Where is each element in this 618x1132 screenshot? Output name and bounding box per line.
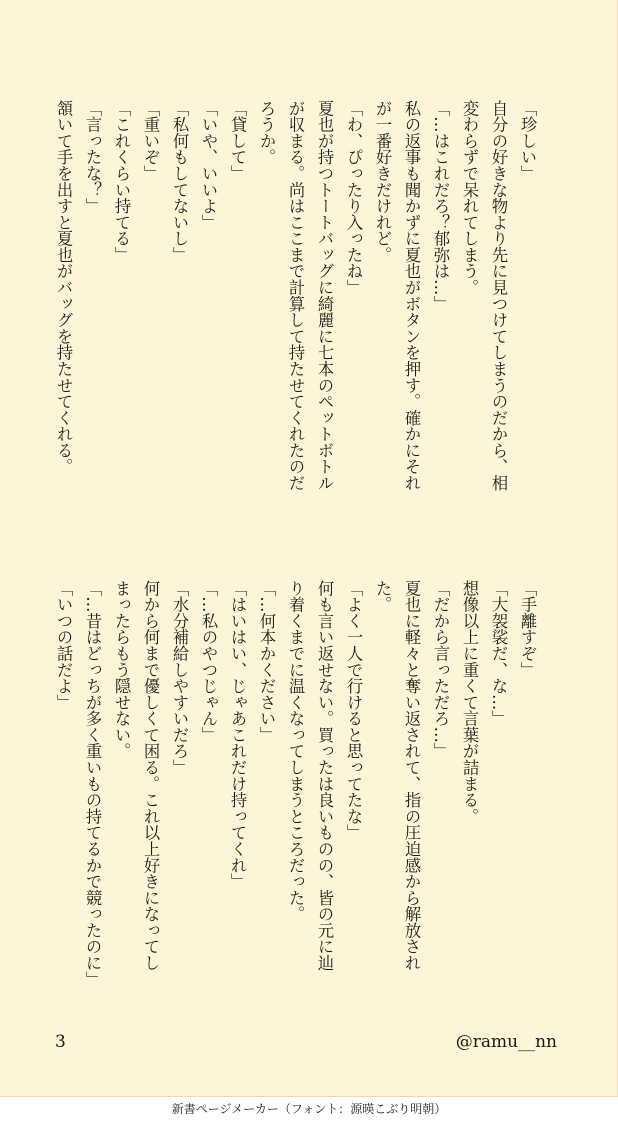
- text-line: 「よく一人で行けると思ってたな」: [344, 580, 363, 841]
- text-line: 私の返事も聞かずに夏也がボタンを押す。確かにそれ: [402, 100, 421, 491]
- text-line: 頷いて手を出すと夏也がバッグを持たせてくれる。: [54, 100, 73, 475]
- text-line: 「水分補給しやすいだろ」: [170, 580, 189, 776]
- text-line: 「いつの話だよ」: [54, 580, 73, 711]
- text-line: た。: [373, 580, 392, 613]
- text-line: が収まる。尚はここまで計算して持たせてくれたのだ: [286, 100, 305, 491]
- text-line: 「…はこれだろ？郁弥は…」: [431, 100, 450, 312]
- text-line: 「言ったな？」: [83, 100, 102, 215]
- generator-caption: 新書ページメーカー（フォント：源暎こぶり明朝）: [171, 1102, 447, 1116]
- text-line: 夏也が持つトートバッグに綺麗に七本のペットボトル: [315, 100, 334, 491]
- text-line: まったらもう隠せない。: [112, 580, 131, 760]
- text-line: 「珍しい」: [518, 100, 537, 182]
- text-line: 「はいはい、じゃあこれだけ持ってくれ」: [228, 580, 247, 890]
- text-line: 「私何もしてないし」: [170, 100, 189, 263]
- text-line: 「大袈裟だ、な…」: [489, 580, 508, 727]
- text-line: 「…昔はどっちが多く重いもの持てるかで競ったのに」: [83, 580, 102, 988]
- text-line: 「いや、いいよ」: [199, 100, 218, 231]
- page-number: 3: [55, 1032, 66, 1052]
- text-line: ろうか。: [257, 100, 276, 166]
- text-line: が一番好きだけれど。: [373, 100, 392, 263]
- text-line: 「だから言っただろ…」: [431, 580, 450, 760]
- text-line: 「…私のやつじゃん」: [199, 580, 218, 743]
- text-block-bottom: [40, 580, 542, 1020]
- text-line: 何も言い返せない。買ったは良いものの、皆の元に辿: [315, 580, 334, 971]
- text-line: 変わらずで呆れてしまう。: [460, 100, 479, 296]
- author-handle: @ramu__nn: [455, 1032, 557, 1052]
- text-line: 「これくらい持てる」: [112, 100, 131, 263]
- text-line: 「手離すぞ」: [518, 580, 537, 678]
- text-line: 想像以上に重くて言葉が詰まる。: [460, 580, 479, 825]
- text-line: り着くまでに温くなってしまうところだった。: [286, 580, 305, 923]
- text-line: 「わ、ぴったり入ったね」: [344, 100, 363, 296]
- text-line: 夏也に軽々と奪い返されて、指の圧迫感から解放され: [402, 580, 421, 971]
- text-block-top: [40, 100, 542, 540]
- text-line: 「重いぞ」: [141, 100, 160, 182]
- text-line: 自分の好きな物より先に見つけてしまうのだから、相: [489, 100, 508, 491]
- text-line: 何から何まで優しくて困る。これ以上好きになってし: [141, 580, 160, 971]
- text-line: 「貸して」: [228, 100, 247, 182]
- text-line: 「…何本かください」: [257, 580, 276, 743]
